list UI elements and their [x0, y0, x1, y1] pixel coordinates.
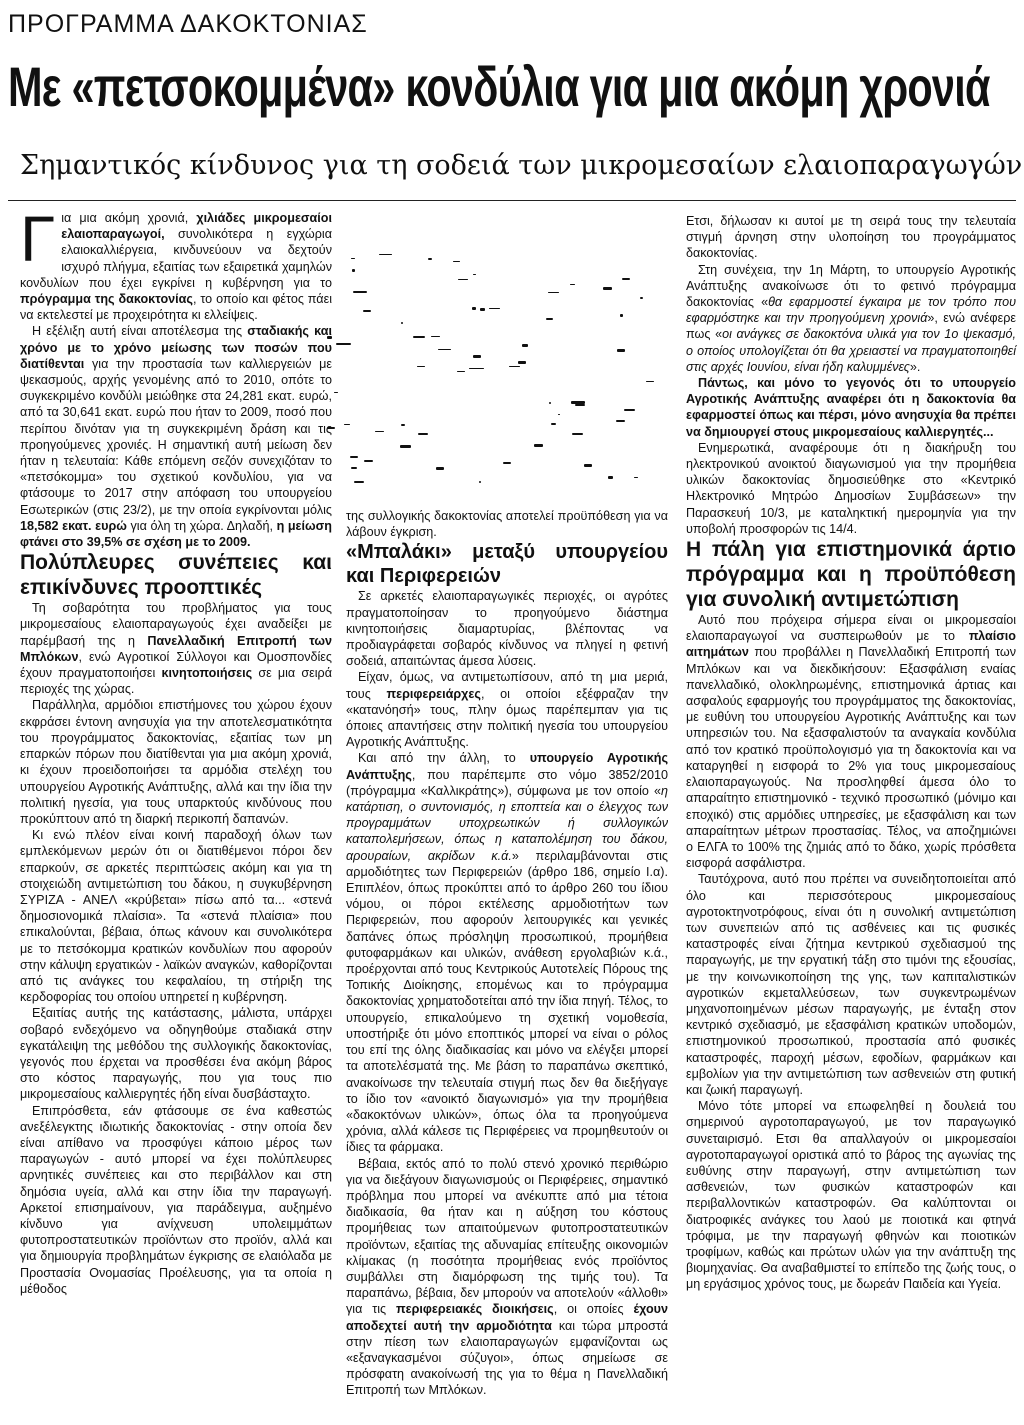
photo-speck	[489, 308, 500, 309]
section-heading: «Μπαλάκι» μεταξύ υπουργείου και Περιφερειών	[346, 541, 668, 588]
photo-speck	[351, 258, 355, 259]
photo-speck	[453, 261, 460, 262]
photo-area	[285, 214, 685, 504]
paragraph: Εξαιτίας αυτής της κατάστασης, μάλιστα, υπάρχει σοβαρό ενδεχόμενο να οδηγηθούμε σταδιακά στην εγκατάλειψη της μεθόδου της συλλογικής δακοκτονίας, γεγονός που έρχεται να προσθέσει ένα ακόμη βάρος στο κόστος παραγωγής, που για τους πιο μικρομεσαίους καλλιεργητές ήδη είναι δυσβάσταχτο.	[20, 1006, 332, 1102]
paragraph: Βέβαια, εκτός από το πολύ στενό χρονικό περιθώριο για να διεξάγουν διαγωνισμούς οι Περιφέρειες, σημαντικό πρόβλημα που μπορεί να ανέκυπτε από μια τέτοια διαδικασία, θα ήταν και η αύξηση του κόστους προμήθειας των απαιτούμενων φυτοπροστατευτικών προϊόντων, εξαιτίας της αδυναμίας επίτευξης οικονομιών κλίμακας (η ποσότητα προμήθειας ενός προϊόντος συμβάλλει στη διαμόρφωση της τιμής του). Τα παραπάνω, βέβαια, δεν μπορούν να αποτελούν «άλλοθι» για τις περιφερειακές διοικήσεις, οι οποίες έχουν αποδεχτεί αυτή την αρμοδιότητα και τώρα μπροστά στην πίεση των ελαιοπαραγωγών εμφανίζονται ως «εξαναγκασμένοι σύζυγοι», όπως σημείωσε σε πρόσφατη ανακοίνωσή της για το θέμα η Πανελλαδική Επιτροπή των Μπλόκων.	[346, 1156, 669, 1398]
photo-speck	[418, 433, 428, 435]
photo-speck	[548, 292, 559, 293]
paragraph: Στη συνέχεια, την 1η Μάρτη, το υπουργείο Αγροτικής Ανάπτυξης ανακοίνωσε ότι το φετινό πρόγραμμα δακοκτονίας «θα εφαρμοστεί έγκαιρα με τον τρόπο που εφαρμόστηκε και την προηγούμενη χρονιά», ενώ ανέφερε πως «οι ανάγκες σε δακοκτόνα υλικά για τον 1ο ψεκασμό, ο οποίος υπολογίζεται ότι θα χρειαστεί να πραγματοποιηθεί στις αρχές Ιουνίου, είναι ήδη καλυμμένες».	[686, 262, 1016, 374]
photo-speck	[624, 409, 635, 411]
photo-speck	[417, 366, 425, 367]
section-kicker: ΠΡΟΓΡΑΜΜΑ ΔΑΚΟΚΤΟΝΙΑΣ	[8, 10, 368, 38]
paragraph: Παράλληλα, αρμόδιοι επιστήμονες του χώρου έχουν εκφράσει έντονη ανησυχία για την αποτελεσματικότητα του προγράμματος δακοκτονίας, εξαιτίας των μη επαρκών πόρων που διατίθενται για μια ακόμη χρονιά, κι έχουν προειδοποιήσει τα αρμόδια στελέχη του υπουργείου Αγροτικής Ανάπτυξης, αλλά και την ίδια την πολιτική ηγεσία, για τους υπαρκτούς κινδύνους που προκύπτουν από τη διαρκή περικοπή δαπανών.	[20, 698, 332, 826]
photo-speck	[352, 269, 355, 272]
photo-speck	[572, 433, 583, 435]
photo-speck	[344, 424, 350, 425]
photo-speck	[479, 481, 481, 483]
paragraph: Αυτό που πρόχειρα σήμερα είναι οι μικρομεσαίοι ελαιοπαραγωγοί να συσπειρωθούν με το πλαίσιο αιτημάτων που προβάλλει η Πανελλαδική Επιτροπή των Μπλόκων και να διεκδικήσουν: Εξασφάλιση εναίας πανελλαδικό, ολοκληρωμένης, επιστημονικά άρτιας και ασφαλούς εφαρμογής του προγράμματος της δακοκτονίας, με ευθύνη του υπουργείου Αγροτικής Ανάπτυξης και των υπηρεσιών του. Να εξασφαλιστούν τα αναγκαία κονδύλια από τον κρατικό προϋπολογισμό για τη δακοκτονία και να καταργηθεί η εισφορά το 2% για τους μικρομεσαίους ελαιοπαραγωγούς. Να προσληφθεί άμεσα όλο το απαραίτητο επιστημονικό - τεχνικό προσωπικό (μόνιμο και εποχικό) στις αρμόδιες υπηρεσίες, με εξασφάλιση και των απαραίτητων μέτρων προστασίας. Τέλος, να αποζημιώνει ο ΕΛΓΑ το 100% της ζημιάς από το δάκο, χωρίς πρόσθετα εισφορά ασφάλιστρα.	[686, 613, 1016, 871]
photo-speck	[438, 349, 451, 350]
paragraph: της συλλογικής δακοκτονίας αποτελεί προϋπόθεση για να λάβουν έγκριση.	[346, 509, 668, 540]
paragraph: Ταυτόχρονα, αυτό που πρέπει να συνειδητοποιείται από όλο και περισσότερους μικρομεσαίους αγροτοκτηνοτρόφους, είναι ότι η συνολική αντιμετώπιση των συνεπειών από τις ασθένειες και τις φυσικές καταστροφές είναι ζήτημα κεντρικού σχεδιασμού της παραγωγής, με την εργατική τάξη στο τιμόνι της εξουσίας, με την κοινωνικοποίηση της γης, των καπιταλιστικών αγροτικών εκμεταλλεύσεων, των συγκεντρωμένων μηχανοποιημένων μέσων παραγωγής, με ένταξη στον κεντρικό σχεδιασμό, με εξασφάλιση κρατικών υποδομών, επιστημονικού προσωπικού, προστασία από φυσικές καταστροφές, παροχή μέσων, εφοδίων, φαρμάκων και εμβολίων για την αντιμετώπιση των ασθενειών στη φυτική και ζωική παραγωγή.	[686, 872, 1016, 1097]
photo-speck	[509, 366, 520, 367]
photo-speck	[518, 361, 526, 364]
header-rule	[8, 200, 1016, 201]
photo-speck	[634, 477, 638, 478]
photo-speck	[351, 467, 357, 469]
photo-speck	[640, 297, 643, 299]
paragraph: Τη σοβαρότητα του προβλήματος για τους μικρομεσαίους ελαιοπαραγωγούς έχει αναδείξει με παρέμβασή της η Πανελλαδική Επιτροπή των Μπλόκων, ενώ Αγροτικοί Σύλλογοι και Ομοσπονδίες έχουν πραγματοποιήσει κινητοποιήσεις σε μια σειρά περιοχές της χώρας.	[20, 601, 332, 697]
photo-speck	[413, 336, 425, 338]
photo-speck	[469, 368, 484, 369]
photo-speck	[503, 462, 511, 464]
photo-speck	[480, 308, 485, 311]
photo-speck	[603, 287, 612, 290]
photo-speck	[549, 402, 551, 404]
photo-speck	[436, 467, 444, 470]
section-heading: Η πάλη για επιστημονικά άρτιο πρόγραμμα και η προϋπόθεση για συνολική αντιμετώπιση	[686, 538, 1016, 612]
paragraph: Και από την άλλη, το υπουργείο Αγροτικής Ανάπτυξης, που παρέπεμπε στο νόμο 3852/2010 (πρόγραμμα «Καλλικράτης»), σύμφωνα με τον οποίο «η κατάρτιση, ο συντονισμός, η εποπτεία και ο έλεγχος των προγραμμάτων υποχρεωτικών ή συλλογικών καταπολεμήσεων, όπως η καταπολέμηση του δάκου, αρουραίων, ακρίδων κ.ά.» περιλαμβάνονται στις αρμοδιότητες των Περιφερειών (άρθρο 186, σημείο Ι.α). Επιπλέον, όπως προκύπτει από το άρθρο 260 του ίδιου νόμου, οι πόροι εκτέλεσης αρμοδιοτήτων των Περιφερειών, που αφορούν λειτουργικές και γενικές δαπάνες όπως πρόσληψη προσωπικού, προμήθεια φυτοφαρμάκων και υλικών, ανάθεση εργολαβιών κ.ά., προέρχονται από τους Κεντρικούς Αυτοτελείς Πόρους της Τοπικής Διοίκησης, επομένως και το πρόγραμμα δακοκτονίας χρηματοδοτείται από την ίδια πηγή. Τέλος, το υπουργείο, επικαλούμενο τη σχετική νομοθεσία, υποστήριξε ότι μόνο εποπτικός μπορεί να είναι ο ρόλος του επί της όλης διαδικασίας και μόνο να ελέγξει μπορεί τα αποτελέσματά της. Με βάση το παραπάνω σκεπτικό, ανακοίνωσε την τελευταία στιγμή πως δεν θα διεξήγαγε το ίδιο τον «ανοικτό διαγωνισμό» για την προμήθεια «δακοκτόνων υλικών», όπως όλα τα προηγούμενα χρόνια, αλλά κάλεσε τις Περιφέρειες να προμηθευτούν οι ίδιες τα φάρμακα.	[346, 751, 668, 1155]
photo-speck	[457, 371, 465, 372]
paragraph: Σε αρκετές ελαιοπαραγωγικές περιοχές, οι αγρότες πραγματοποίησαν το προηγούμενο διάστημα κινητοποιήσεις διαμαρτυρίας, βλέποντας να προδιαγράφεται σοβαρός κίνδυνος να πληγεί η φετινή σοδειά, απαιτώντας άμεσα λύσεις.	[346, 589, 668, 669]
photo-speck	[401, 424, 405, 426]
photo-speck	[534, 444, 543, 447]
photo-speck	[616, 420, 625, 422]
photo-speck	[608, 476, 613, 479]
photo-speck	[364, 460, 373, 462]
photo-speck	[622, 278, 630, 280]
photo-speck	[546, 318, 553, 320]
paragraph: Επιπρόσθετα, εάν φτάσουμε σε ένα καθεστώς ανεξέλεγκτης ιδιωτικής δακοκτονίας - στην οποία δεν είναι απίθανο να προσφύγει κάποιο μέρος των παραγωγών - αυτό μπορεί να έχει πολύπλευρες αρνητικές συνέπειες και στο περιβάλλον και στη δημόσια υγεία, αλλά και στην ίδια την παραγωγή. Αρκετοί επισημαίνουν, για παράδειγμα, αυξημένο κίνδυνο για ανίχνευση υπολειμμάτων φυτοπροστατευτικών προϊόντων στο προϊόν, αλλά και για δημιουργία προβλημάτων έγκρισης σε ελαιόλαδα με Προστασία Ονομασίας Προέλευσης, για τα οποία η μέθοδος	[20, 1103, 332, 1296]
paragraph: ια μια ακόμη χρονιά, χιλιάδες μικρομεσαίοι ελαιοπαραγωγοί, συνολικότερα η εγχώρια ελαιοκαλλιέργεια, κινδυνεύουν να δεχτούν ισχυρό πλήγμα, εξαιτίας των εξαιρετικά χαμηλών κονδυλίων που έχει εγκρίνει η κυβέρνηση για το πρόγραμμα της δακοκτονίας, το οποίο και φέτος πάει να εκτελεστεί με προχειρότητα κι ελλείψεις.	[20, 211, 332, 323]
photo-speck	[400, 445, 411, 448]
photo-speck	[354, 481, 364, 483]
paragraph: Ετσι, δήλωσαν κι αυτοί με τη σειρά τους την τελευταία στιγμή άρνηση στην υλοποίηση του προγράμματος δακοκτονίας.	[686, 214, 1016, 261]
photo-speck	[401, 322, 403, 324]
paragraph: Είχαν, όμως, να αντιμετωπίσουν, από τη μια μεριά, τους περιφερειάρχες, οι οποίοι εξέφραζαν την «κατανόησή» τους, πλην όμως παρέπεμπαν για τις όποιες απαντήσεις στην πολιτική ηγεσία του υπουργείου Αγροτικής Ανάπτυξης.	[346, 670, 668, 750]
photo-speck	[375, 431, 384, 432]
paragraph: Ενημερωτικά, αναφέρουμε ότι η διακήρυξη του ηλεκτρονικού ανοικτού διαγωνισμού για την προμήθεια υλικών δακοκτονίας δημοσιεύθηκε στο «Κεντρικό Ηλεκτρονικό Μητρώο Δημοσίων Συμβάσεων» την Παρασκευή 10/3, με καταληκτική ημερομηνία για την υποβολή προσφορών τις 14/4.	[686, 440, 1016, 536]
photo-speck	[353, 291, 367, 293]
photo-speck	[458, 279, 468, 280]
photo-speck	[472, 307, 476, 310]
drop-cap: Γ	[20, 203, 56, 275]
subtitle: Σημαντικός κίνδυνος για τη σοδειά των μικρομεσαίων ελαιοπαραγωγών	[20, 150, 1023, 181]
headline: Με «πετσοκομμένα» κονδύλια για μια ακόμη χρονιά	[8, 55, 990, 118]
photo-speck	[473, 355, 481, 358]
photo-speck	[570, 284, 575, 285]
column-1	[20, 203, 332, 1297]
photo-speck	[428, 258, 432, 260]
photo-speck	[350, 456, 358, 458]
photo-speck	[646, 381, 654, 382]
paragraph: Κι ενώ πλέον είναι κοινή παραδοχή όλων των εμπλεκόμενων μερών ότι οι διατιθέμενοι πόροι δεν επαρκούν, σε αρκετές περιπτώσεις ακόμη και για τη στοιχειώδη αντιμετώπιση του δάκου, η συγκυβέρνηση ΣΥΡΙΖΑ - ΑΝΕΛ «κρύβεται» πίσω από τα... «στενά δημοσιονομικά πλαίσια». Τα «στενά πλαίσια» που επικαλούνται, βέβαια, όπως κάνουν και συνολικότερα με το πετσόκομμα κρατικών κονδυλίων που αφορούν στην κάλυψη εργατικών - λαϊκών αναγκών, καθορίζονται από τις ανάγκες του κεφαλαίου, τη στήριξη της κερδοφορίας του οποίου υπηρετεί η κυβέρνηση.	[20, 828, 332, 1005]
photo-speck	[617, 349, 625, 352]
column-3	[686, 213, 1016, 1293]
photo-speck	[571, 401, 585, 404]
paragraph-bold: Πάντως, και μόνο το γεγονός ότι το υπουργείο Αγροτικής Ανάπτυξης αναφέρει ότι η δακοκτονία θα εφαρμοστεί όπως και πέρσι, μόνο ανησυχία θα πρέπει να δημιουργεί στους μικρομεσαίους καλλιεργητές...	[686, 376, 1016, 439]
photo-speck	[522, 344, 528, 347]
photo-speck	[551, 423, 556, 425]
photo-speck	[334, 392, 338, 393]
section-heading: Πολύπλευρες συνέπειες και επικίνδυνες προοπτικές	[20, 551, 332, 600]
paragraph: Μόνο τότε μπορεί να επωφεληθεί η δουλειά του σημερινού αγροτοπαραγωγού, με τον παραγωγικό συνεταιρισμό. Ετσι θα απαλλαγούν οι μικρομεσαίοι αγροτοπαραγωγοί οριστικά από το βάρος της αγωνίας της ευθύνης στην παραγωγή, στην αντιμετώπιση των ασθενειών, των φυσικών καταστροφών και περιβαλλοντικών καταστροφών. Θα καλύπτονται οι διατροφικές ανάγκες του λαού με ποιοτικά και φτηνά τρόφιμα, με την παραγωγή φθηνών και ποιοτικών τροφίμων, καθώς και πρώτων υλών για την ανάπτυξη της βιομηχανίας. Θα αναβαθμιστεί το επίπεδο της ζωής τους, ο μη εργάσιμος χρόνος τους, με δωρεάν Παιδεία και Υγεία.	[686, 1099, 1016, 1292]
photo-speck	[431, 336, 440, 337]
photo-speck	[584, 464, 592, 467]
photo-speck	[363, 310, 371, 312]
column-2	[346, 508, 668, 1399]
photo-speck	[575, 404, 585, 406]
photo-speck	[336, 343, 351, 345]
photo-speck	[558, 414, 560, 415]
photo-speck	[379, 254, 392, 255]
photo-speck	[620, 314, 623, 317]
photo-speck	[473, 274, 476, 275]
paragraph: Η εξέλιξη αυτή είναι αποτέλεσμα της σταδιακής και χρόνο με το χρόνο μείωσης των ποσών που διατίθενται για την προστασία των καλλιεργειών με ψεκασμούς, αρχής γενομένης από το 2010, οπότε το συγκεκριμένο κονδύλι μειώθηκε στα 24,281 εκατ. ευρώ, από τα 30,641 εκατ. ευρώ που ήταν το 2009, ποσό που περίπου δινόταν για τη συγκεκριμένη δράση και τις προηγούμενες χρονιές. Η σημαντική αυτή μείωση δεν ήταν η τελευταία: Κάθε επόμενη σεζόν συνεχιζόταν το «πετσόκομμα» του σχετικού κονδυλίου, για να φτάσουμε το 2017 στην απόφαση του υπουργείου Εσωτερικών (στις 23/2), με την οποία εγκρίνονται μόλις 18,582 εκατ. ευρώ για όλη τη χώρα. Δηλαδή, η μείωση φτάνει στο 39,5% σε σχέση με το 2009.	[20, 324, 332, 550]
